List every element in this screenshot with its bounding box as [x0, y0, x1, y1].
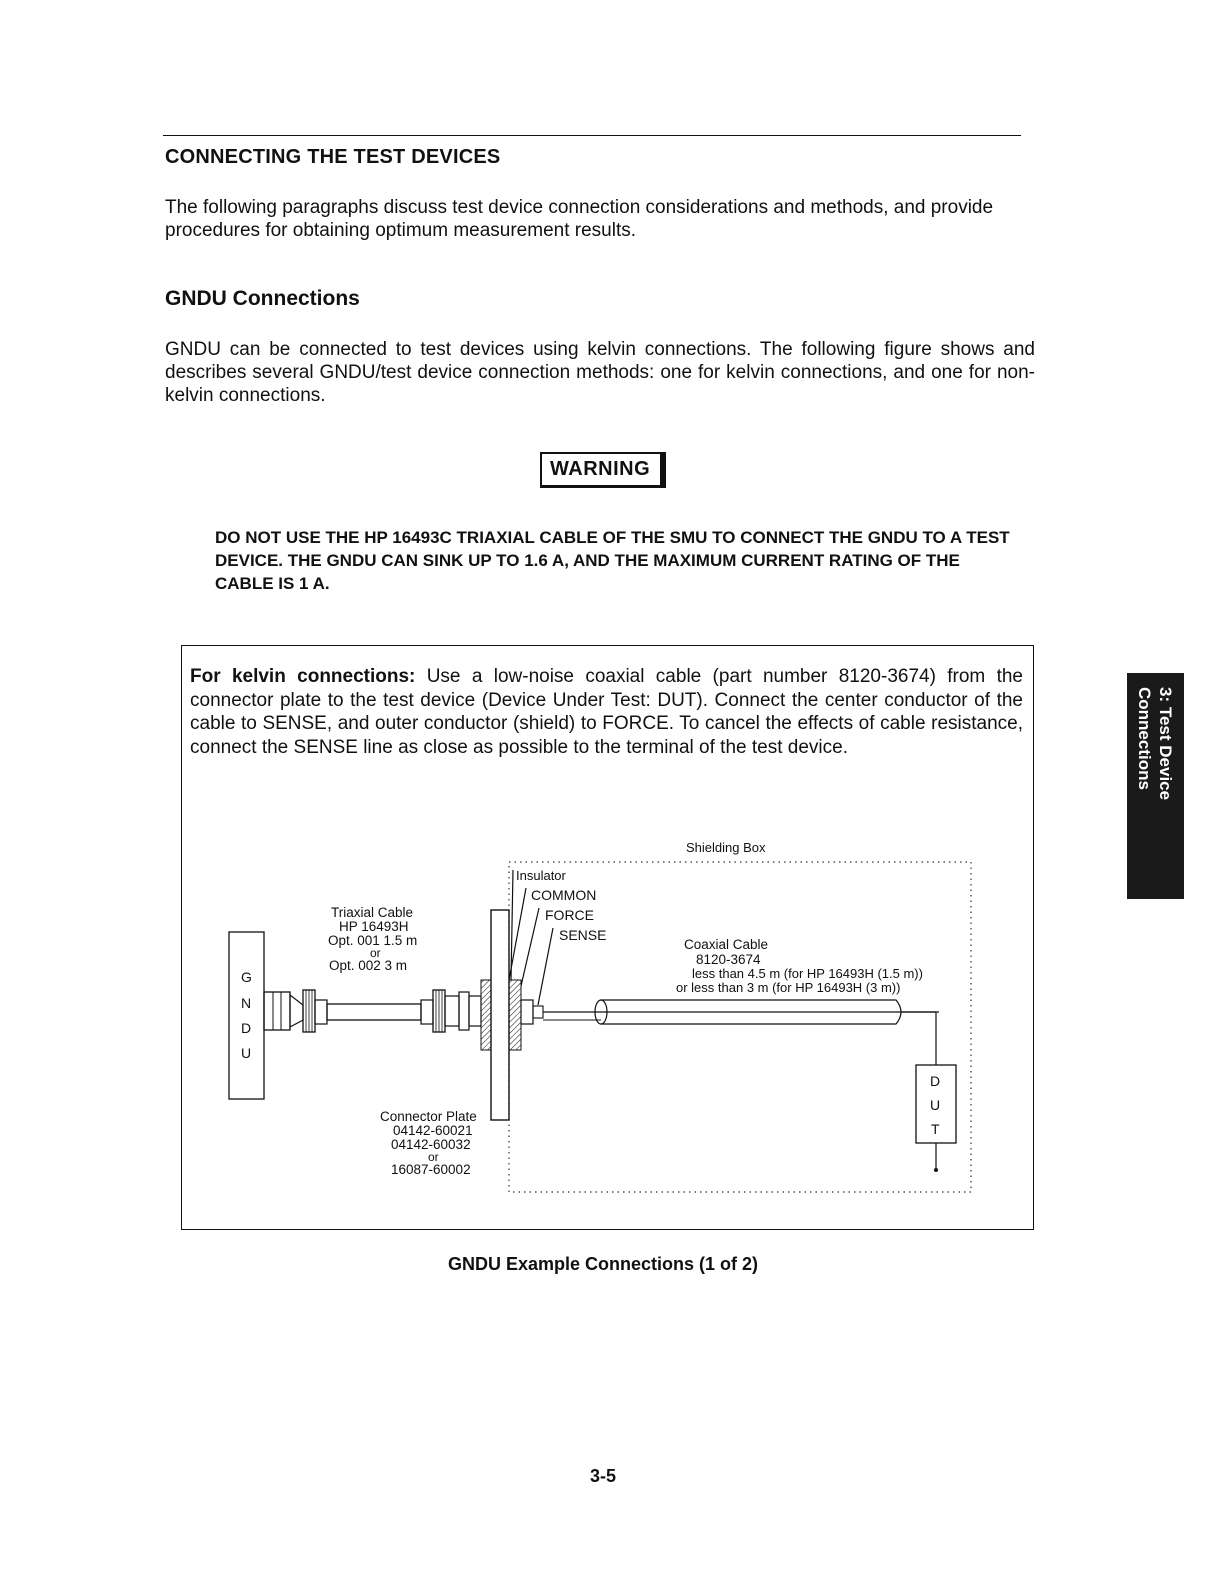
- warning-text: DO NOT USE THE HP 16493C TRIAXIAL CABLE OF THE SMU TO CONNECT THE GNDU TO A TEST DEVICE. THE GNDU CAN SINK UP TO 1.6 A, AND THE MAXIMUM CURRENT RATING OF THE CABLE IS 1 A.: [215, 528, 1010, 593]
- common-label: COMMON: [531, 887, 597, 903]
- gndu-paragraph: GNDU can be connected to test devices using kelvin connections. The following figure shows and describes several GNDU/test device connection methods: one for kelvin connections, and one for non-kelvin connections.: [165, 339, 1035, 406]
- coax-label-3: less than 4.5 m (for HP 16493H (1.5 m)): [692, 966, 923, 981]
- section-heading: CONNECTING THE TEST DEVICES: [165, 146, 501, 168]
- chapter-side-tab-text: [1127, 673, 1184, 899]
- force-label: FORCE: [545, 907, 594, 923]
- page-number: 3-5: [589, 1466, 616, 1486]
- insulator-label: Insulator: [516, 868, 566, 883]
- triax-label-1: Triaxial Cable: [331, 905, 414, 920]
- gndu-connector-taper: [290, 995, 303, 1027]
- leader-sense: [538, 928, 553, 1005]
- figure-lead-bold: For kelvin connections:: [190, 666, 416, 687]
- plate-label-2: 04142-60021: [393, 1123, 473, 1138]
- coax-label-2: 8120-3674: [696, 952, 761, 967]
- coax-label-1: Coaxial Cable: [684, 937, 769, 952]
- side-tab-line-2: Connections: [1135, 687, 1155, 790]
- gndu-letter-u: U: [241, 1045, 252, 1061]
- top-rule: [163, 135, 1021, 136]
- side-tab-line-1: 3: Test Device: [1156, 687, 1176, 801]
- gndu-letter-d: D: [241, 1020, 252, 1036]
- gndu-connector-body: [264, 992, 290, 1030]
- figure-description: [190, 665, 1023, 759]
- plate-label-5: 16087-60002: [391, 1162, 471, 1177]
- gndu-letter-n: N: [241, 995, 252, 1011]
- dut-letter-d: D: [930, 1073, 941, 1089]
- triax-label-2: HP 16493H: [339, 919, 409, 934]
- triax-label-4: or: [370, 946, 381, 960]
- plate-label-1: Connector Plate: [380, 1109, 477, 1124]
- connection-diagram: [181, 830, 1034, 1210]
- plate-insulator-left: [481, 980, 491, 1050]
- triax-label-5: Opt. 002 3 m: [329, 958, 408, 973]
- warning-badge: WARNING: [540, 452, 666, 488]
- gndu-letter-g: G: [241, 969, 252, 985]
- coax-label-4: or less than 3 m (for HP 16493H (3 m)): [676, 980, 901, 995]
- figure-caption: GNDU Example Connections (1 of 2): [447, 1254, 759, 1274]
- sense-label: SENSE: [559, 927, 607, 943]
- dut-letter-u: U: [930, 1097, 941, 1113]
- plate-label-4: or: [428, 1150, 439, 1164]
- gndu-box: [229, 932, 264, 1099]
- plate-insulator-right: [509, 980, 521, 1050]
- triaxial-cable: [327, 1004, 421, 1020]
- connector-plate: [491, 910, 509, 1120]
- plate-label-3: 04142-60032: [391, 1137, 471, 1152]
- triax-label-3: Opt. 001 1.5 m: [328, 933, 418, 948]
- chapter-side-tab: [1127, 673, 1184, 899]
- plate-output-connector: [521, 1000, 533, 1024]
- warning-badge-wrap: [540, 452, 666, 488]
- intro-paragraph: The following paragraphs discuss test device connection considerations and methods, and provide procedures for obtaining optimum measurement results.: [165, 197, 994, 241]
- shielding-box-label: Shielding Box: [686, 840, 766, 855]
- gndu-heading: GNDU Connections: [165, 287, 360, 310]
- dut-letter-t: T: [931, 1121, 940, 1137]
- figure-lead-text: Use a low-noise coaxial cable (part number 8120-3674) from the connector plate to the test device (Device Under Test: DUT). Connect the center conductor of the cable to SENSE, and outer conductor (shield) to FORCE. To cancel the effects of cable resistance, connect the SENSE line as close as possible to the terminal of the test device.: [190, 666, 1023, 758]
- leader-force: [521, 908, 539, 986]
